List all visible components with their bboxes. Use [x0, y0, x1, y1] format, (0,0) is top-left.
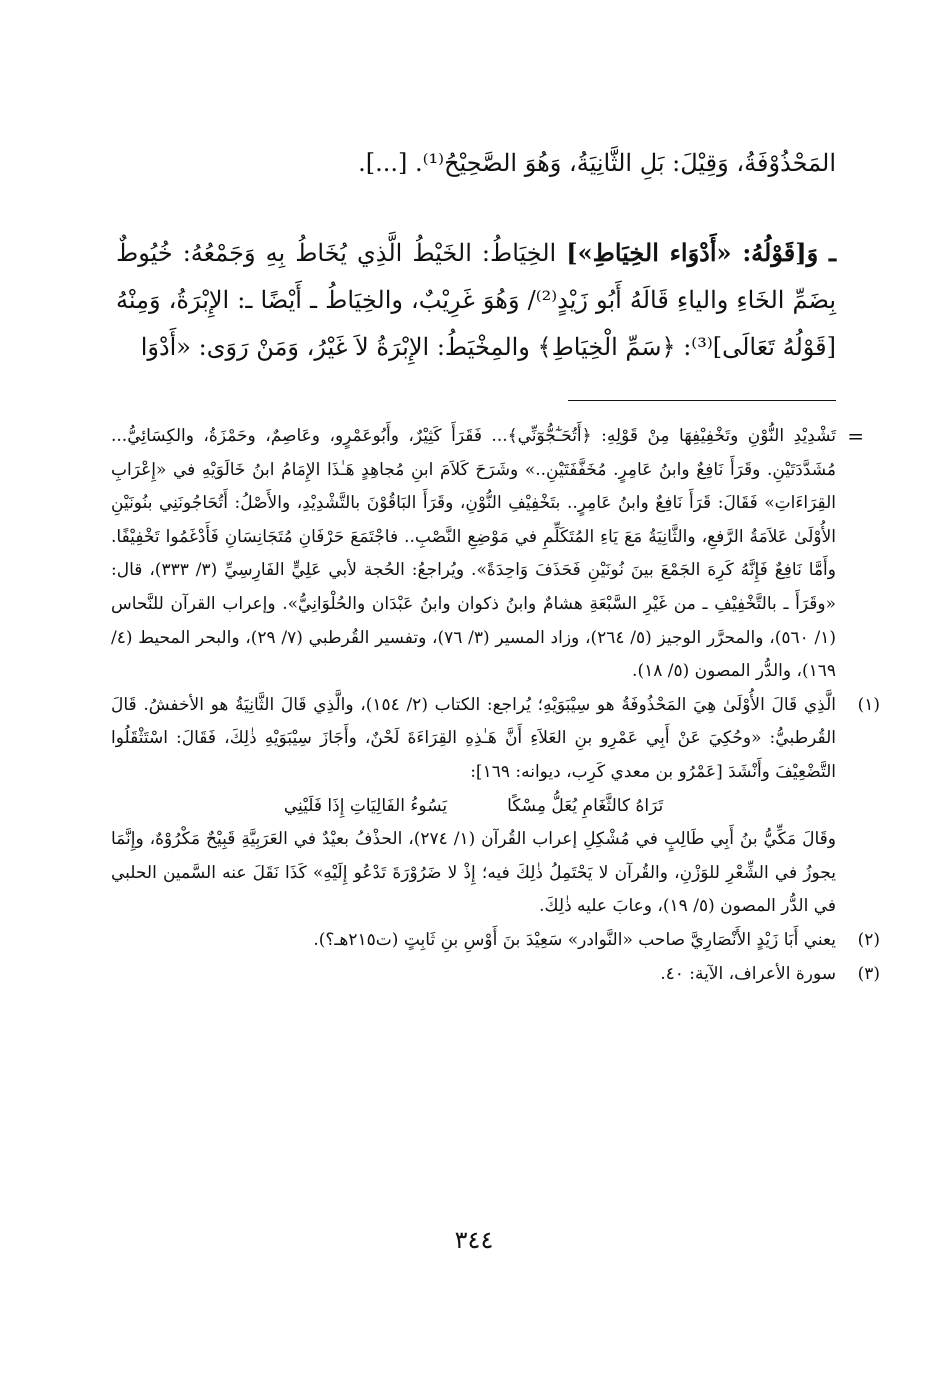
- footnote-continued: تَشْدِيْدِ النُّوْنِ وتَخْفِيْفِهَا مِنْ قَوْلِهِ: ﴿أَتُحَـٰٓجُّوٓنِّي﴾... فَقَرَأَ كَثِيْرٌ، وأَبُوعَمْرٍو، وعَاصِمٌ، وحَمْزَةُ، والكِسَائِيُّ... مُشَدَّدَتَيْنِ. وقَرَأَ نَافِعٌ وابنُ عَامِرٍ. مُخَفَّفَتَيْنِ..» وشَرَحَ كَلاَمَ ابنِ مُجاهِدٍ هَـٰذَا الإِمَامُ ابنُ خَالَوَيْهِ في «إِعْرَابِ القِرَاءَاتِ» فَقَالَ: قَرَأَ نَافِعٌ وابنُ عَامِرٍ.. بتَخْفِيْفِ النُّوْنِ، وقَرَأَ البَاقُوْنَ بالتَّشْدِيْدِ، والأَصْلُ: أَتُحَاجُونَنِي بنُونَيْنِ الأُوْلَىٰ عَلاَمَةُ الرَّفعِ، والثَّانِيَةُ مَعَ يَاءِ المُتَكَلِّمِ في مَوْضِعِ النَّصْبِ.. فاجْتَمَعَ حَرْفَانِ مُتَجَانِسَانِ فَأَدْغَمُوا تَخْفِيْفًا. وأَمَّا نَافِعٌ فَإِنَّهُ كَرِهَ الجَمْعَ بينَ نُونَيْنِ فَحَذَفَ وَاحِدَةً». ويُراجعُ: الحُجة لأبي عَلِيٍّ الفَارِسِيِّ (٣/ ٣٣٣)، قال: «وقَرَأَ ـ بالتَّخْفِيْفِ ـ من غَيْرِ السَّبْعَةِ هشامٌ وابنُ ذكوان وابنُ عَبْدَان والحُلْوَانِيُّ». وإعراب القرآن للنَّحاس (١/ ٥٦٠)، والمحرَّر الوجيز (٥/ ٢٦٤)، وزاد المسير (٣/ ٧٦)، وتفسير القُرطبي (٧/ ٢٩)، والبحر المحيط (٤/ ١٦٩)، والدُّر المصون (٥/ ١٨).: [111, 426, 836, 682]
- footnote-separator: [568, 400, 836, 401]
- footnote-2: [111, 924, 880, 958]
- footnote-1-number: (١): [857, 694, 880, 715]
- page-number: ٣٤٤: [454, 1226, 494, 1254]
- footnote-2-text: يعني أَبَا زَيْدٍ الأَنْصَارِيَّ صاحب «النَّوادر» سَعِيْدَ بنَ أَوْسِ بنِ ثَابِتٍ (ت٢١٥هـ؟).: [313, 929, 836, 950]
- footnote-2-number: (٢): [857, 929, 880, 950]
- footnote-1-text: الَّذِي قَالَ الأُوْلَىٰ هِيَ المَحْذُوفَةُ هو سِيْبَوَيْهِ؛ يُراجع: الكتاب (٢/ ١٥٤)، والَّذِي قَالَ الثَّانِيَةُ هو الأخفشُ. قَالَ القُرطبيُّ: «وحُكِيَ عَنْ أَبِي عَمْرِو بنِ العَلاَءِ أَنَّ هَـٰذِهِ القِرَاءَةَ لَحْنٌ، وأَجَازَ سِيْبَوَيْهِ ذٰلِكَ، فَقَالَ: اسْتَثْقَلُوا التَّضْعِيْفَ وأَنْشَدَ [عَمْرُو بن معدي كَرِب، ديوانه: ١٦٩]:: [111, 694, 836, 782]
- footnote-3: [111, 958, 880, 992]
- footnote-3-text: سورة الأعراف، الآية: ٤٠.: [660, 963, 836, 984]
- verse-first-hemistich: تَرَاهُ كالثَّغَامِ يُعَلُّ مِسْكًا: [507, 795, 664, 816]
- footnote-1-continuation: وقَالَ مَكِّيُّ بنُ أَبِي طَالِبٍ في مُشْكِلِ إعراب القُرآن (١/ ٢٧٤)، الحذْفُ بعيْدٌ في العَرَبِيَّةِ قَبِيْحٌ مَكْرُوْهٌ، وإِنَّمَا يجوزُ في الشِّعْرِ للوَزْنِ، والقُرآن لا يَحْتَمِلُ ذٰلِكَ فيه؛ إِذْ لا ضَرُوْرَةَ تَدْعُو إِلَيْهِ» كَذَا نَقَلَ عنه السَّمين الحلبي في الدُّر المصون (٥/ ١٩)، وعابَ عليه ذٰلِكَ.: [111, 829, 836, 917]
- paragraph-gap: [116, 187, 836, 229]
- quoted-phrase-heading: ـ وَ[قَوْلُهُ: «أَدْوَاء الخِيَاطِ»]: [566, 238, 836, 267]
- main-paragraph-2-body: الخِيَاطُ: الخَيْطُ الَّذِي يُخَاطُ بِهِ وَجَمْعُهُ: خُيُوطٌ بِضَمِّ الخَاءِ والياءِ قَالَهُ أَبُو زَيْدٍ⁽²⁾/ وَهُوَ غَرِيْبٌ، والخِيَاطُ ـ أَيْضًا ـ: الإِبْرَةُ، وَمِنْهُ [قَوْلُهُ تَعَالَى]⁽³⁾: ﴿سَمِّ الْخِيَاطِ﴾ والمِخْيَطُ: الإِبْرَةُ لاَ غَيْرُ، وَمَنْ رَوَى: «أَدْوَا: [116, 239, 837, 361]
- verse-second-hemistich: يَسُوءُ الفَالِيَاتِ إِذَا فَلَيْنِي: [283, 795, 448, 816]
- footnotes: [111, 420, 880, 991]
- poetry-verse: [111, 790, 836, 824]
- continuation-mark: =: [847, 424, 864, 448]
- main-paragraph-2: [116, 229, 836, 371]
- footnote-1: [111, 689, 880, 924]
- footnote-3-number: (٣): [857, 963, 880, 984]
- main-paragraph-1: المَحْذُوْفَةُ، وَقِيْلَ: بَلِ الثَّانِيَةُ، وَهُوَ الصَّحِيْحُ⁽¹⁾. [...].: [358, 149, 836, 177]
- main-text: [116, 140, 836, 371]
